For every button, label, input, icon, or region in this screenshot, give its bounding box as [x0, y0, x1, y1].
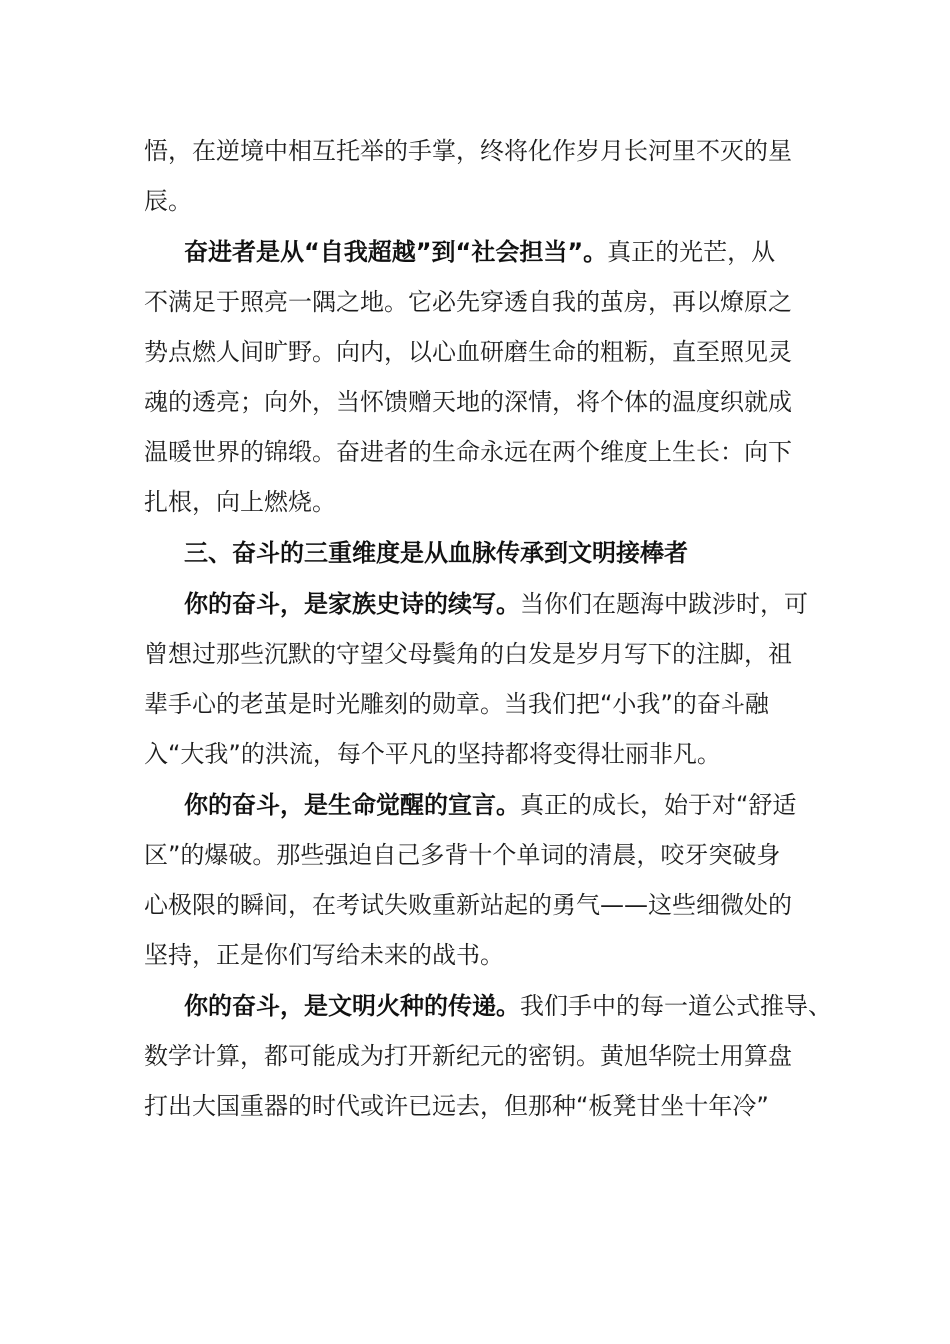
paragraph-2-line-4: 魂的透亮；向外，当怀馈赠天地的深情，将个体的温度织就成 [144, 388, 792, 416]
paragraph-4-line-3: 心极限的瞬间，在考试失败重新站起的勇气——这些细微处的 [144, 891, 792, 919]
paragraph-3-lead: 你的奋斗，是家族史诗的续写。 [184, 590, 520, 618]
paragraph-2-line-3: 势点燃人间旷野。向内，以心血研磨生命的粗粝，直至照见灵 [144, 338, 792, 366]
paragraph-1-line-1: 悟，在逆境中相互托举的手掌，终将化作岁月长河里不灭的星 [144, 137, 792, 165]
paragraph-2-line-1-rest: 真正的光芒，从 [607, 238, 776, 266]
section-heading: 三、奋斗的三重维度是从血脉传承到文明接棒者 [184, 539, 688, 567]
paragraph-3-line-1 [184, 589, 808, 619]
paragraph-4-line-4: 坚持，正是你们写给未来的战书。 [144, 941, 504, 969]
paragraph-2-lead: 奋进者是从“自我超越”到“社会担当”。 [184, 238, 608, 266]
paragraph-5-lead: 你的奋斗，是文明火种的传递。 [184, 992, 520, 1020]
paragraph-4-lead: 你的奋斗，是生命觉醒的宣言。 [184, 791, 520, 819]
paragraph-2-line-5: 温暖世界的锦缎。奋进者的生命永远在两个维度上生长：向下 [144, 438, 792, 466]
paragraph-3-line-3: 辈手心的老茧是时光雕刻的勋章。当我们把“小我”的奋斗融 [144, 690, 769, 718]
paragraph-3-line-2: 曾想过那些沉默的守望父母鬓角的白发是岁月写下的注脚，祖 [144, 640, 792, 668]
paragraph-1-line-2: 辰。 [144, 187, 192, 215]
paragraph-5-line-3: 打出大国重器的时代或许已远去，但那种“板凳甘坐十年冷” [144, 1092, 769, 1120]
paragraph-2-line-6: 扎根，向上燃烧。 [144, 488, 336, 516]
paragraph-2-line-1 [184, 237, 775, 267]
paragraph-4-line-1 [184, 790, 796, 820]
paragraph-5-line-2: 数学计算，都可能成为打开新纪元的密钥。黄旭华院士用算盘 [144, 1042, 792, 1070]
paragraph-3-line-4: 入“大我”的洪流，每个平凡的坚持都将变得壮丽非凡。 [144, 740, 721, 768]
paragraph-2-line-2: 不满足于照亮一隅之地。它必先穿透自我的茧房，再以燎原之 [144, 288, 792, 316]
paragraph-3-line-1-rest: 当你们在题海中跋涉时，可 [520, 590, 808, 618]
paragraph-4-line-2: 区”的爆破。那些强迫自己多背十个单词的清晨，咬牙突破身 [144, 841, 781, 869]
paragraph-5-line-1-rest: 我们手中的每一道公式推导、 [520, 992, 832, 1020]
paragraph-5-line-1 [184, 991, 832, 1021]
paragraph-4-line-1-rest: 真正的成长，始于对“舒适 [520, 791, 797, 819]
